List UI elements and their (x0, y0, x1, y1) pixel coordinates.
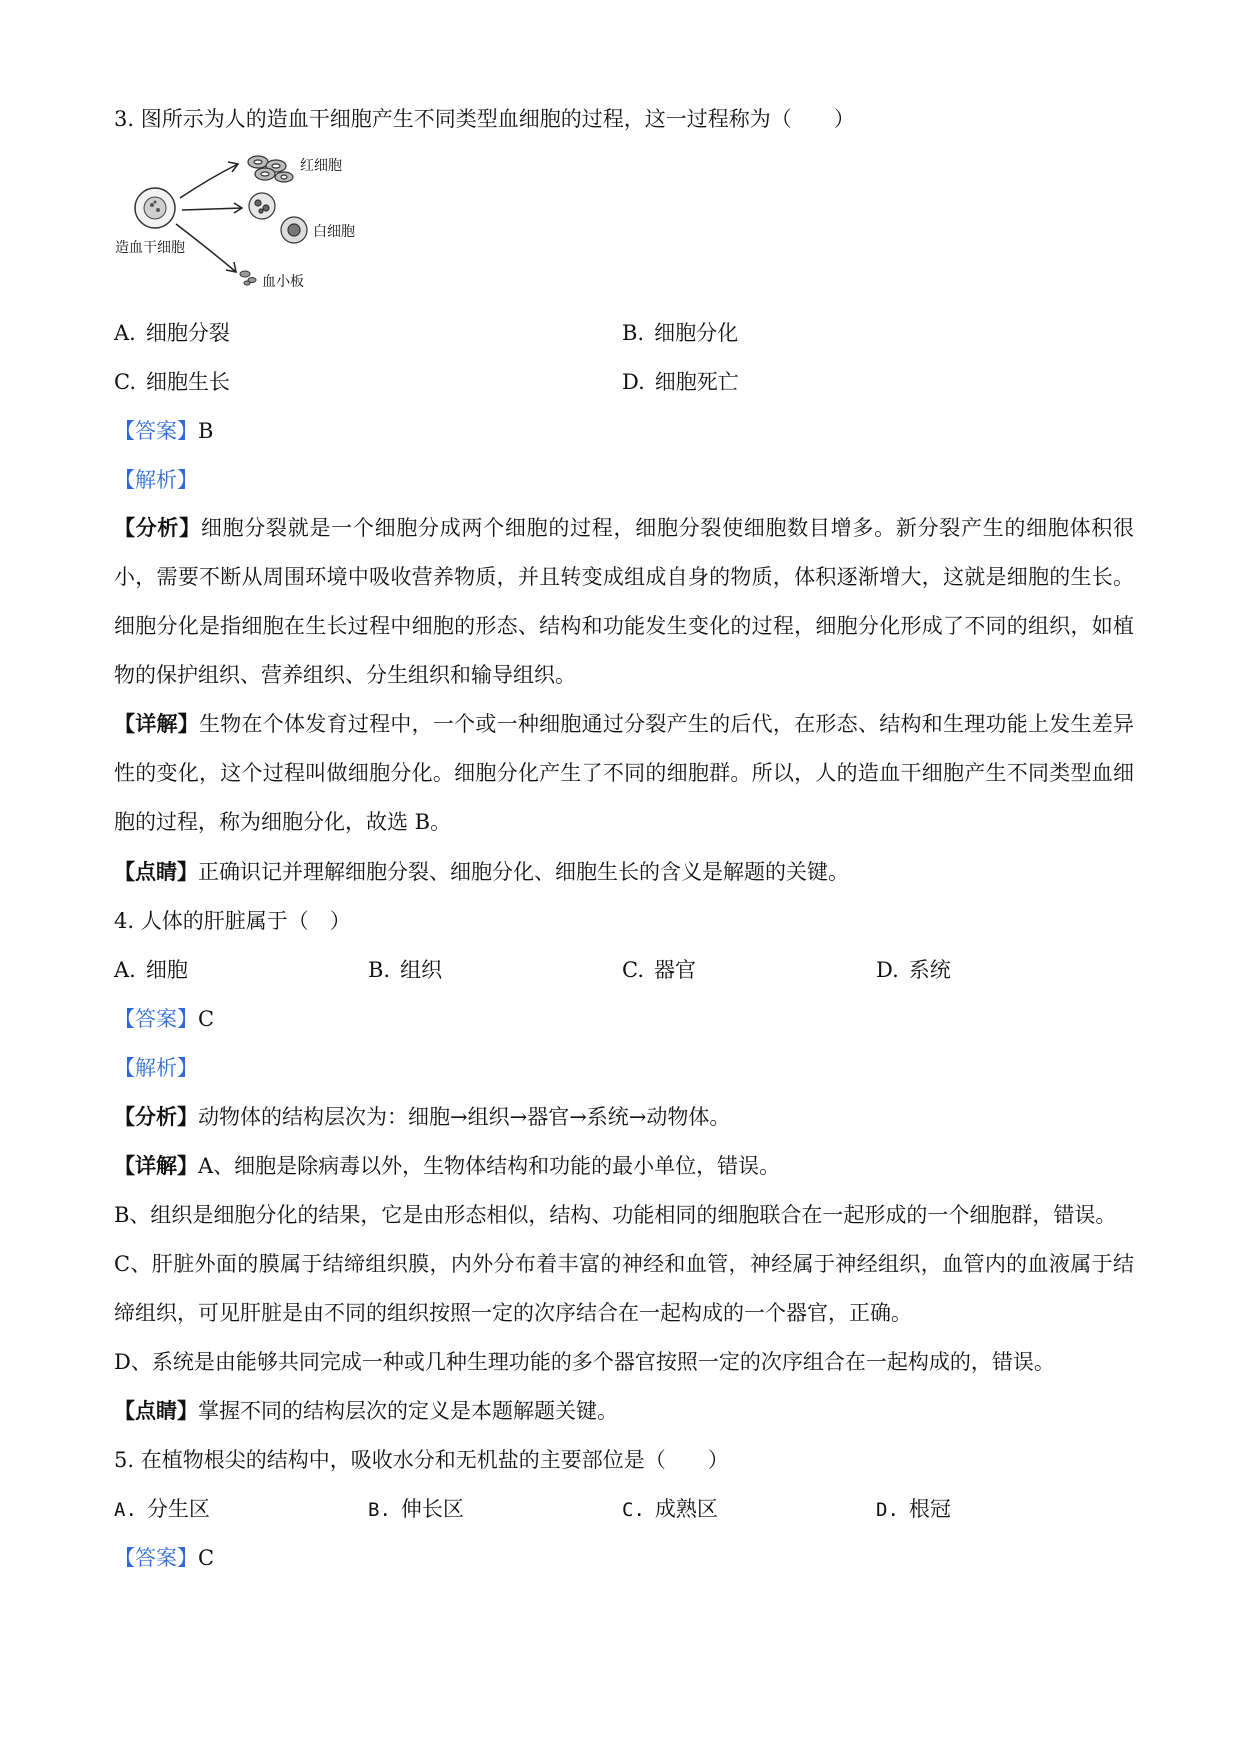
q4-option-d[interactable]: D. 系统 (876, 958, 951, 982)
white-cell-icon (249, 193, 307, 243)
q5-option-d[interactable]: D. 根冠 (876, 1497, 951, 1521)
q3-option-c[interactable]: C. 细胞生长 (114, 370, 230, 394)
q3-analysis-tag: 【解析】 (114, 468, 198, 492)
q4-analysis-tag: 【解析】 (114, 1056, 198, 1080)
q4-answer: 【答案】C (114, 1007, 215, 1031)
q5-stem: 5. 在植物根尖的结构中，吸收水分和无机盐的主要部位是（ ） (114, 1448, 729, 1472)
red-cell-label: 红细胞 (300, 158, 342, 174)
red-cell-icon (248, 156, 293, 182)
q4-xiangjie-d: D、系统是由能够共同完成一种或几种生理功能的多个器官按照一定的次序组合在一起构成的，错误。 (114, 1350, 1055, 1374)
q3-option-d[interactable]: D. 细胞死亡 (622, 370, 739, 394)
q4-option-c[interactable]: C. 器官 (622, 958, 696, 982)
q3-option-a[interactable]: A. 细胞分裂 (114, 321, 230, 345)
q3-fenxi: 【分析】细胞分裂就是一个细胞分成两个细胞的过程，细胞分裂使细胞数目增多。新分裂产生的细胞体积很小，需要不断从周围环境中吸收营养物质，并且转变成组成自身的物质，体积逐渐增大，这就是细胞的生长。细胞分化是指细胞在生长过程中细胞的形态、结构和功能发生变化的过程，细胞分化形成了不同的组织，如植物的保护组织、营养组织、分生组织和输导组织。 (114, 515, 1135, 687)
q4-stem: 4. 人体的肝脏属于（ ） (114, 909, 351, 933)
white-cell-label: 白细胞 (313, 224, 355, 240)
q5-option-a[interactable]: A. 分生区 (114, 1497, 210, 1521)
q4-xiangjie-a: 【详解】A、细胞是除病毒以外，生物体结构和功能的最小单位，错误。 (114, 1153, 781, 1178)
arrow-to-platelet (176, 224, 236, 272)
q5-option-b[interactable]: B. 伸长区 (368, 1497, 464, 1521)
q3-stem: 3. 图所示为人的造血干细胞产生不同类型血细胞的过程，这一过程称为（ ） (114, 107, 855, 131)
platelet-label: 血小板 (262, 274, 304, 290)
q4-option-b[interactable]: B. 组织 (368, 958, 443, 982)
q4-xiangjie-c: C、肝脏外面的膜属于结缔组织膜，内外分布着丰富的神经和血管，神经属于神经组织，血管内的血液属于结缔组织，可见肝脏是由不同的组织按照一定的次序结合在一起构成的一个器官，正确。 (114, 1252, 1134, 1325)
q3-dianjing: 【点睛】正确识记并理解细胞分裂、细胞分化、细胞生长的含义是解题的关键。 (114, 859, 849, 884)
q5-option-c[interactable]: C. 成熟区 (622, 1497, 718, 1521)
blood-cell-differentiation-figure (110, 150, 380, 300)
q3-answer: 【答案】B (114, 419, 214, 443)
q4-fenxi: 【分析】动物体的结构层次为：细胞→组织→器官→系统→动物体。 (114, 1104, 731, 1129)
stem-cell-label: 造血干细胞 (115, 240, 185, 256)
q3-option-b[interactable]: B. 细胞分化 (622, 321, 739, 345)
q5-answer: 【答案】C (114, 1546, 215, 1570)
q4-xiangjie-b: B、组织是细胞分化的结果，它是由形态相似，结构、功能相同的细胞联合在一起形成的一个细胞群，错误。 (114, 1203, 1117, 1227)
q4-option-a[interactable]: A. 细胞 (114, 958, 188, 982)
q3-xiangjie: 【详解】生物在个体发育过程中，一个或一种细胞通过分裂产生的后代，在形态、结构和生理功能上发生差异性的变化，这个过程叫做细胞分化。细胞分化产生了不同的细胞群。所以，人的造血干细胞产生不同类型血细胞的过程，称为细胞分化，故选 B。 (114, 711, 1135, 834)
arrow-to-red (180, 162, 238, 198)
stem-cell-icon (135, 188, 175, 228)
q4-dianjing: 【点睛】掌握不同的结构层次的定义是本题解题关键。 (114, 1398, 618, 1423)
platelet-icon (240, 271, 256, 285)
arrow-to-white (182, 203, 242, 213)
